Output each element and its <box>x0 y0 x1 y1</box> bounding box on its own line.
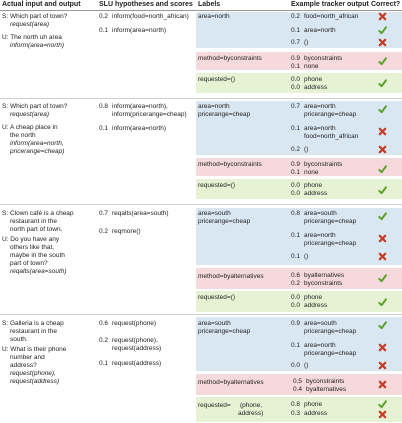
turn2-goal-value: food=north_african <box>304 133 359 140</box>
row-divider <box>0 98 402 99</box>
turn4-goal-label: pricerange=cheap <box>198 328 251 335</box>
turn4-method-score: 0.5 <box>293 378 303 385</box>
header-correct: Correct? <box>371 1 401 8</box>
turn2-goal-score: 0.1 <box>291 125 301 132</box>
turn3-requested-score: 0.0 <box>291 294 301 301</box>
turn3-goal-label: area=south <box>198 210 231 217</box>
turn1-slu-score: 0.1 <box>99 27 109 34</box>
turn2-requested-score: 0.0 <box>291 182 301 189</box>
turn3-goal-value: pricerange=cheap <box>304 240 357 247</box>
check-icon <box>378 26 387 35</box>
turn3-goal-value: pricerange=cheap <box>304 218 357 225</box>
turn4-slu-hyp: request(address) <box>112 360 162 367</box>
turn3-user-text: part of town? <box>10 260 48 267</box>
turn2-user-text: U: A cheap place in <box>2 124 58 131</box>
turn3-system-text: restaurant in the <box>10 218 57 225</box>
check-icon <box>378 105 387 114</box>
turn2-requested-label: requested=() <box>198 182 236 189</box>
turn2-user-act: inform(area=north, <box>10 140 64 147</box>
turn1-requested-score: 0.0 <box>291 84 301 91</box>
turn4-requested-value: phone <box>304 401 323 408</box>
turn2-user-text: the north <box>10 132 36 139</box>
turn4-method-label: method=byalternatives <box>198 379 264 386</box>
turn2-requested-value: phone <box>304 182 323 189</box>
check-icon <box>378 298 387 307</box>
check-icon <box>378 186 387 195</box>
turn2-slu-score: 0.1 <box>99 125 109 132</box>
turn2-slu-hyp: inform(area=north) <box>112 125 167 132</box>
turn1-slu-score: 0.2 <box>99 13 109 20</box>
turn4-method-value: byalternatives <box>306 386 347 393</box>
turn1-goal-value: () <box>304 39 309 46</box>
check-icon <box>378 400 387 409</box>
turn3-system-text: S: Clown café is a cheap <box>2 210 74 217</box>
turn3-method-label: method=byalternatives <box>198 273 264 280</box>
turn2-goal-score: 0.2 <box>291 146 301 153</box>
cross-icon <box>378 127 387 136</box>
turn4-goal-score: 0.0 <box>291 362 301 369</box>
header-labels: Labels <box>198 1 221 8</box>
turn2-requested-score: 0.0 <box>291 190 301 197</box>
turn2-requested-value: address <box>304 190 328 197</box>
turn4-goal-value: pricerange=cheap <box>304 328 357 335</box>
turn3-method-value: byconstraints <box>304 280 343 287</box>
turn3-user-act: reqalts(area=south) <box>10 268 67 275</box>
turn1-method-score: 0.1 <box>291 63 301 70</box>
turn4-user-text: U: What is their phone <box>2 346 67 353</box>
turn2-goal-value: area=north <box>304 125 336 132</box>
turn1-goal-label: area=north <box>198 13 230 20</box>
turn2-method-value: byconstraints <box>304 161 343 168</box>
turn2-system-text: S: Which part of town? <box>2 103 68 110</box>
turn2-goal-label: pricerange=cheap <box>198 111 251 118</box>
turn4-goal-value: area=north <box>304 342 336 349</box>
turn1-goal-score: 0.1 <box>291 27 301 34</box>
cross-icon <box>378 343 387 352</box>
cross-icon <box>378 145 387 154</box>
turn4-requested-label: (phone, <box>240 402 263 409</box>
turn2-goal-value: area=north <box>304 103 336 110</box>
row-divider <box>0 314 402 315</box>
turn3-requested-value: phone <box>304 294 323 301</box>
turn2-method-label: method=byconstraints <box>198 161 262 168</box>
turn1-requested-score: 0.0 <box>291 76 301 83</box>
turn4-method-value: byconstraints <box>306 378 345 385</box>
turn1-goal-value: food=north_african <box>304 13 359 20</box>
turn1-method-score: 0.9 <box>291 55 301 62</box>
check-icon <box>378 274 387 283</box>
check-icon <box>378 57 387 66</box>
turn3-method-score: 0.2 <box>291 280 301 287</box>
turn4-goal-value: () <box>304 362 309 369</box>
check-icon <box>378 321 387 330</box>
check-icon <box>378 79 387 88</box>
turn4-system-text: restaurant in the <box>10 328 57 335</box>
turn3-goal-score: 0.8 <box>291 210 301 217</box>
turn3-requested-label: requested=() <box>198 294 236 301</box>
turn3-user-text: maybe in the south <box>10 252 65 259</box>
cross-icon <box>378 252 387 261</box>
turn4-user-act: request(phone), <box>10 370 56 377</box>
turn2-goal-score: 0.7 <box>291 103 301 110</box>
turn4-user-act: request(address) <box>10 378 60 385</box>
turn4-slu-hyp: request(phone) <box>112 320 157 327</box>
turn2-goal-value: () <box>304 146 309 153</box>
turn4-requested-value: address <box>304 410 328 417</box>
turn3-goal-score: 0.1 <box>291 232 301 239</box>
turn3-user-text: others like that, <box>10 244 55 251</box>
turn3-goal-label: pricerange=cheap <box>198 218 251 225</box>
turn1-system-act: request(area) <box>10 21 50 28</box>
turn3-method-value: byalternatives <box>304 272 345 279</box>
turn2-method-value: none <box>304 169 319 176</box>
turn2-slu-hyp: inform(area=north), <box>112 103 168 110</box>
turn4-slu-hyp: request(phone), <box>112 337 158 344</box>
turn2-method-score: 0.9 <box>291 161 301 168</box>
turn1-method-label: method=byconstraints <box>198 55 262 62</box>
turn2-goal-value: pricerange=cheap <box>304 111 357 118</box>
turn1-goal-score: 0.2 <box>291 13 301 20</box>
turn4-slu-score: 0.2 <box>99 337 109 344</box>
turn2-slu-score: 0.8 <box>99 103 109 110</box>
header-slu: SLU hypotheses and scores <box>99 1 193 8</box>
turn3-slu-hyp: reqalts(area=south) <box>112 210 169 217</box>
turn1-requested-label: requested=() <box>198 76 236 83</box>
turn3-slu-hyp: reqmore() <box>112 228 141 235</box>
turn1-method-value: none <box>304 63 319 70</box>
turn2-user-act: pricerange=cheap) <box>10 148 65 155</box>
turn4-requested-label: address) <box>238 410 264 417</box>
check-icon <box>378 212 387 221</box>
header-tracker: Example tracker output <box>291 1 369 8</box>
turn3-user-text: U: Do you have any <box>2 236 60 243</box>
turn4-goal-value: pricerange=cheap <box>304 350 357 357</box>
turn1-goal-score: 0.7 <box>291 39 301 46</box>
turn1-requested-value: address <box>304 84 328 91</box>
turn4-system-text: S: Galleria is a cheap <box>2 320 64 327</box>
turn2-system-act: request(area) <box>10 111 50 118</box>
turn3-goal-value: area=north <box>304 232 336 239</box>
turn4-user-text: number and <box>10 354 45 361</box>
header-input-output: Actual input and output <box>2 1 81 8</box>
turn4-goal-label: area=south <box>198 320 231 327</box>
turn1-user-act: inform(area=north) <box>10 42 65 49</box>
turn1-slu-hyp: inform(food=north_african) <box>112 13 189 20</box>
turn3-requested-value: address <box>304 302 328 309</box>
turn3-goal-value: () <box>304 253 309 260</box>
cross-icon <box>378 410 387 419</box>
turn3-slu-score: 0.2 <box>99 228 109 235</box>
turn1-slu-hyp: inform(area=north) <box>112 27 167 34</box>
turn4-goal-value: area=south <box>304 320 337 327</box>
turn3-goal-score: 0.1 <box>291 253 301 260</box>
turn4-slu-score: 0.1 <box>99 360 109 367</box>
turn4-requested-score: 0.3 <box>291 410 301 417</box>
turn4-system-text: south. <box>10 336 28 343</box>
turn3-goal-value: area=south <box>304 210 337 217</box>
turn4-goal-score: 0.1 <box>291 342 301 349</box>
cross-icon <box>378 234 387 243</box>
turn4-method-score: 0.4 <box>293 386 303 393</box>
row-divider <box>0 204 402 205</box>
check-icon <box>378 165 387 174</box>
turn1-system-text: S: Which part of town? <box>2 13 68 20</box>
turn4-requested-label: requested= <box>198 402 231 409</box>
header-divider <box>0 10 402 11</box>
turn3-method-score: 0.6 <box>291 272 301 279</box>
cross-icon <box>378 361 387 370</box>
turn2-goal-label: area=north <box>198 103 230 110</box>
turn3-slu-score: 0.7 <box>99 210 109 217</box>
turn1-goal-value: area=north <box>304 27 336 34</box>
turn4-goal-score: 0.9 <box>291 320 301 327</box>
turn3-requested-score: 0.0 <box>291 302 301 309</box>
turn1-method-value: byconstraints <box>304 55 343 62</box>
turn4-requested-score: 0.8 <box>291 401 301 408</box>
turn1-requested-value: phone <box>304 76 323 83</box>
cross-icon <box>378 380 387 389</box>
turn3-system-text: north part of town. <box>10 226 63 233</box>
cross-icon <box>378 12 387 21</box>
turn1-user-text: U: The north uh area <box>2 34 62 41</box>
turn2-method-score: 0.1 <box>291 169 301 176</box>
cross-icon <box>378 38 387 47</box>
turn4-user-text: address? <box>10 362 37 369</box>
turn4-slu-hyp: request(address) <box>112 345 162 352</box>
turn4-slu-score: 0.6 <box>99 320 109 327</box>
turn2-slu-hyp: inform(pricerange=cheap) <box>112 111 187 118</box>
